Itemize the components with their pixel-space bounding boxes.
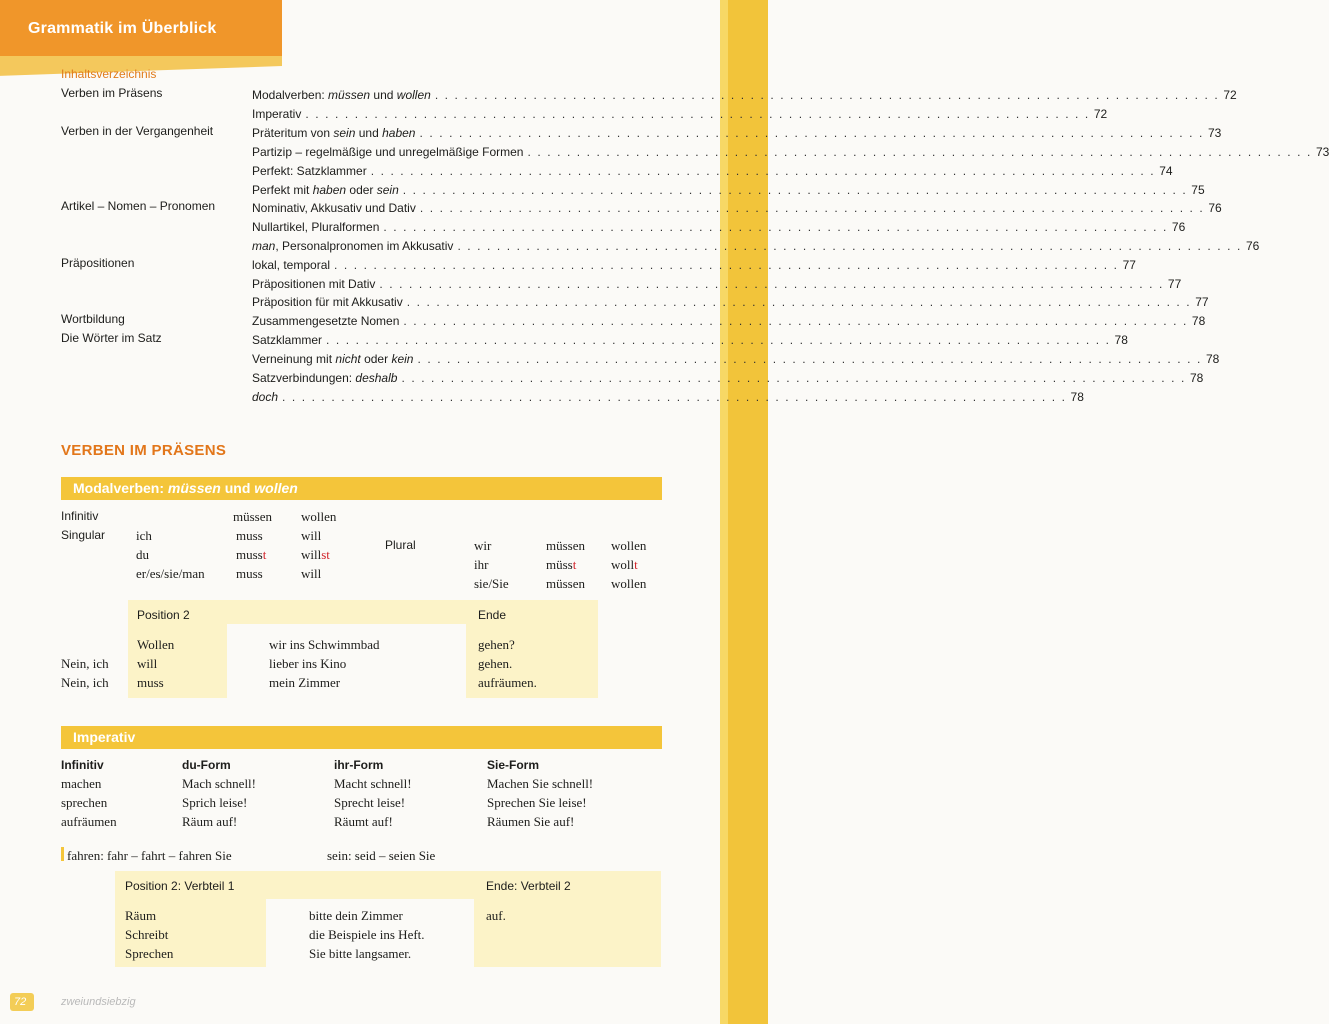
- toc-entry-title: [252, 258, 334, 272]
- toc-page-number: 78: [1205, 352, 1220, 366]
- toc-entry-title: [252, 88, 435, 102]
- toc-heading: Inhaltsverzeichnis: [61, 67, 157, 81]
- plural-label: Plural: [385, 538, 416, 552]
- ending: t: [634, 557, 638, 572]
- toc-leader-dots: . . . . . . . . . . . . . . . . . . . . . . . . . . . . . . . . . . . . . . . . . . . . . . . . . . . . . . . . . . . . . . . . . . . . . . . . . . . . . . . .: [457, 239, 1242, 253]
- toc-entry: [252, 388, 1084, 404]
- pronoun: du: [136, 547, 149, 562]
- toc-text: oder: [346, 183, 377, 197]
- toc-entry: [252, 181, 1205, 197]
- toc-text: Perfekt mit: [252, 183, 313, 197]
- sentence-middle: bitte dein Zimmer: [309, 908, 403, 923]
- toc-entry-title: [252, 239, 457, 253]
- toc-category: Artikel – Nomen – Pronomen: [61, 199, 216, 213]
- form-wollen: [301, 528, 321, 544]
- toc-entry: [252, 199, 1222, 215]
- toc-entry: [252, 218, 1186, 234]
- toc-entry-title: [252, 314, 403, 328]
- toc-text: und: [370, 88, 397, 102]
- toc-text-italic: wollen: [396, 88, 431, 102]
- toc-entry-title: [252, 164, 371, 178]
- toc-page-number: 77: [1195, 295, 1209, 309]
- toc-entry-title: [252, 201, 420, 215]
- form-wollen: [611, 576, 646, 592]
- toc-leader-dots: . . . . . . . . . . . . . . . . . . . . . . . . . . . . . . . . . . . . . . . . . . . . . . . . . . . . . . . . . . . . . . . . . . . . . . . . . . . . . . . .: [282, 390, 1067, 404]
- toc-text: Präpositionen mit Dativ: [252, 277, 376, 291]
- imperativ-bar: [61, 726, 662, 749]
- toc-entry: [252, 369, 1204, 385]
- toc-entry-title: [252, 295, 407, 309]
- stem: wollen: [611, 538, 647, 553]
- page-number-word: zweiundsiebzig: [61, 996, 136, 1008]
- infinitiv-label: Infinitiv: [61, 509, 99, 523]
- toc-text-italic: doch: [252, 390, 279, 404]
- imperativ-cell: Räumen Sie auf!: [487, 814, 575, 829]
- imperativ-cell: Sprechen Sie leise!: [487, 795, 587, 810]
- toc-entry: [252, 124, 1222, 140]
- toc-leader-dots: . . . . . . . . . . . . . . . . . . . . . . . . . . . . . . . . . . . . . . . . . . . . . . . . . . . . . . . . . . . . . . . . . . . . . . . . . . . . . . . .: [326, 333, 1111, 347]
- stem: muss: [236, 528, 263, 543]
- sentence-position-2: muss: [137, 675, 164, 690]
- toc-category: Verben in der Vergangenheit: [61, 124, 214, 138]
- toc-text: oder: [360, 352, 392, 366]
- stem: müssen: [546, 576, 585, 591]
- imperativ-cell: Sprecht leise!: [334, 795, 406, 810]
- stem: müss: [546, 557, 573, 572]
- pronoun: er/es/sie/man: [136, 566, 205, 581]
- page-title: Grammatik im Überblick: [28, 20, 217, 37]
- stem: will: [301, 528, 322, 543]
- ending: st: [321, 547, 330, 562]
- verbteil-1: Schreibt: [125, 927, 169, 942]
- toc-entry-title: [252, 277, 379, 291]
- toc-page-number: 78: [1191, 314, 1206, 328]
- page-number: 72: [14, 996, 27, 1008]
- imperativ-cell: Machen Sie schnell!: [487, 776, 594, 791]
- pronoun: sie/Sie: [474, 576, 509, 591]
- note-marker: [61, 847, 64, 861]
- imperativ-cell: aufräumen: [61, 814, 117, 829]
- note-fahren: fahren: fahr – fahrt – fahren Sie: [67, 848, 232, 863]
- singular-label: Singular: [61, 528, 106, 542]
- toc-category: Verben im Präsens: [61, 86, 163, 100]
- pronoun: ich: [136, 528, 152, 543]
- toc-text-italic: nicht: [335, 352, 361, 366]
- imperativ-cell: Räum auf!: [182, 814, 238, 829]
- toc-page-number: 74: [1159, 164, 1173, 178]
- toc-text: Partizip – regelmäßige und unregelmäßige Formen: [252, 145, 524, 159]
- note-sein: sein: seid – seien Sie: [327, 848, 436, 863]
- form-wollen: [611, 538, 646, 554]
- sentence-position-2: will: [137, 656, 158, 671]
- verbteil-1: Sprechen: [125, 946, 174, 961]
- toc-text: Satzverbindungen:: [252, 371, 356, 385]
- toc-leader-dots: . . . . . . . . . . . . . . . . . . . . . . . . . . . . . . . . . . . . . . . . . . . . . . . . . . . . . . . . . . . . . . . . . . . . . . . . . . . . . . . .: [417, 352, 1202, 366]
- form-muessen: [546, 538, 585, 554]
- toc-text-italic: kein: [391, 352, 414, 366]
- sentence-end: gehen.: [478, 656, 513, 671]
- col-wollen: wollen: [301, 509, 337, 524]
- toc-leader-dots: . . . . . . . . . . . . . . . . . . . . . . . . . . . . . . . . . . . . . . . . . . . . . . . . . . . . . . . . . . . . . . . . . . . . . . . . . . . . . . . .: [401, 371, 1186, 385]
- toc-entry-title: [252, 220, 383, 234]
- form-wollen: [301, 547, 330, 563]
- toc-leader-dots: . . . . . . . . . . . . . . . . . . . . . . . . . . . . . . . . . . . . . . . . . . . . . . . . . . . . . . . . . . . . . . . . . . . . . . . . . . . . . . . .: [434, 88, 1220, 102]
- toc-page-number: 76: [1171, 220, 1186, 234]
- toc-page-number: 77: [1122, 258, 1136, 272]
- sentence-middle: die Beispiele ins Heft.: [309, 927, 425, 942]
- toc-leader-dots: . . . . . . . . . . . . . . . . . . . . . . . . . . . . . . . . . . . . . . . . . . . . . . . . . . . . . . . . . . . . . . . . . . . . . . . . . . . . . . . .: [334, 258, 1119, 272]
- toc-text: Perfekt: Satzklammer: [252, 164, 367, 178]
- imperativ-cell: Macht schnell!: [334, 776, 412, 791]
- form-wollen: [301, 566, 321, 582]
- imperativ-cell: sprechen: [61, 795, 108, 810]
- toc-entry-title: [252, 371, 401, 385]
- toc-entry: [252, 293, 1209, 309]
- verbteil2-label: Ende: Verbteil 2: [486, 879, 571, 893]
- toc-text: und: [355, 126, 383, 140]
- toc-entry: [252, 86, 1237, 102]
- toc-text: Modalverben:: [252, 88, 329, 102]
- verbteil-2: auf.: [486, 908, 506, 923]
- ende-label: Ende: [478, 608, 507, 622]
- modalverben-bar-title: Modalverben: müssen und wollen: [73, 480, 298, 496]
- toc-leader-dots: . . . . . . . . . . . . . . . . . . . . . . . . . . . . . . . . . . . . . . . . . . . . . . . . . . . . . . . . . . . . . . . . . . . . . . . . . . . . . . . .: [406, 295, 1192, 309]
- imperativ-cell: Sprich leise!: [182, 795, 248, 810]
- toc-text: Zusammengesetzte Nomen: [252, 314, 400, 328]
- toc-page-number: 78: [1114, 333, 1128, 347]
- toc-category: Präpositionen: [61, 256, 135, 270]
- toc-entry: [252, 256, 1136, 272]
- imperativ-header: Sie-Form: [487, 758, 540, 772]
- toc-leader-dots: . . . . . . . . . . . . . . . . . . . . . . . . . . . . . . . . . . . . . . . . . . . . . . . . . . . . . . . . . . . . . . . . . . . . . . . . . . . . . . . .: [305, 107, 1090, 121]
- sentence-end: aufräumen.: [478, 675, 537, 690]
- toc-text: Nominativ, Akkusativ und Dativ: [252, 201, 416, 215]
- toc-text: Imperativ: [252, 107, 302, 121]
- toc-entry: [252, 275, 1182, 291]
- toc-entry: [252, 237, 1260, 253]
- sentence-end: gehen?: [478, 637, 515, 652]
- toc-entry: [252, 162, 1173, 178]
- toc-entry: [252, 331, 1128, 347]
- toc-text-italic: sein: [376, 183, 399, 197]
- toc-category: Wortbildung: [61, 312, 125, 326]
- toc-entry: [252, 105, 1108, 121]
- col-muessen: müssen: [233, 509, 272, 524]
- imperativ-bar-title: Imperativ: [73, 729, 136, 745]
- imperativ-cell: Mach schnell!: [182, 776, 257, 791]
- toc-page-number: 77: [1167, 277, 1182, 291]
- form-muessen: [236, 547, 266, 563]
- toc-text-italic: müssen: [328, 88, 371, 102]
- toc-page-number: 75: [1191, 183, 1205, 197]
- toc-text-italic: sein: [333, 126, 356, 140]
- toc-entry-title: [252, 126, 419, 140]
- toc-page-number: 78: [1189, 371, 1204, 385]
- toc-leader-dots: . . . . . . . . . . . . . . . . . . . . . . . . . . . . . . . . . . . . . . . . . . . . . . . . . . . . . . . . . . . . . . . . . . . . . . . . . . . . . . . .: [383, 220, 1168, 234]
- imperativ-header: du-Form: [182, 758, 231, 772]
- toc-leader-dots: . . . . . . . . . . . . . . . . . . . . . . . . . . . . . . . . . . . . . . . . . . . . . . . . . . . . . . . . . . . . . . . . . . . . . . . . . . . . . . . .: [403, 314, 1188, 328]
- ending: t: [572, 557, 577, 572]
- pronoun: ihr: [474, 557, 489, 572]
- form-wollen: [611, 557, 638, 573]
- sentence-middle: lieber ins Kino: [269, 656, 347, 671]
- toc-entry-title: [252, 390, 282, 404]
- toc-leader-dots: . . . . . . . . . . . . . . . . . . . . . . . . . . . . . . . . . . . . . . . . . . . . . . . . . . . . . . . . . . . . . . . . . . . . . . . . . . . . . . . .: [370, 164, 1156, 178]
- toc-entry-title: [252, 333, 326, 347]
- imperativ-header: ihr-Form: [334, 758, 384, 772]
- toc-text: , Personalpronomen im Akkusativ: [275, 239, 454, 253]
- sentence-middle: wir ins Schwimmbad: [269, 637, 380, 652]
- section-title: VERBEN IM PRÄSENS: [61, 442, 227, 459]
- toc-text: Präteritum von: [252, 126, 334, 140]
- stem: will: [301, 547, 322, 562]
- toc-leader-dots: . . . . . . . . . . . . . . . . . . . . . . . . . . . . . . . . . . . . . . . . . . . . . . . . . . . . . . . . . . . . . . . . . . . . . . . . . . . . . . . .: [419, 201, 1205, 215]
- form-muessen: [546, 557, 576, 573]
- toc-entry-title: [252, 183, 403, 197]
- verbteil-1: Räum: [125, 908, 157, 923]
- toc-text-italic: haben: [382, 126, 416, 140]
- toc-page-number: 78: [1070, 390, 1084, 404]
- position-header-bg: [128, 600, 598, 624]
- toc-text: Präposition für mit Akkusativ: [252, 295, 403, 309]
- stem: müssen: [546, 538, 585, 553]
- toc-page-number: 76: [1208, 201, 1222, 215]
- stem: muss: [236, 547, 263, 562]
- toc-entry-title: [252, 352, 417, 366]
- toc-text: Nullartikel, Pluralformen: [252, 220, 380, 234]
- form-muessen: [546, 576, 585, 592]
- stem: muss: [236, 566, 263, 581]
- toc-page-number: 72: [1093, 107, 1108, 121]
- ending: t: [262, 547, 267, 562]
- toc-text: Satzklammer: [252, 333, 323, 347]
- toc-page-number: 76: [1245, 239, 1260, 253]
- sentence-start: Nein, ich: [61, 656, 109, 671]
- toc-entry: [252, 312, 1206, 328]
- toc-leader-dots: . . . . . . . . . . . . . . . . . . . . . . . . . . . . . . . . . . . . . . . . . . . . . . . . . . . . . . . . . . . . . . . . . . . . . . . . . . . . . . . .: [527, 145, 1312, 159]
- toc-text: Verneinung mit: [252, 352, 336, 366]
- toc-page-number: 73: [1315, 145, 1329, 159]
- toc-text-italic: man: [252, 239, 276, 253]
- toc-text-italic: deshalb: [355, 371, 398, 385]
- toc-text: lokal, temporal: [252, 258, 331, 272]
- stem: woll: [611, 557, 635, 572]
- sentence-middle: mein Zimmer: [269, 675, 341, 690]
- toc-category: Die Wörter im Satz: [61, 331, 162, 345]
- sentence-position-2: Wollen: [137, 637, 175, 652]
- stem: will: [301, 566, 322, 581]
- imperativ-header: Infinitiv: [61, 758, 104, 772]
- position-2-label: Position 2: [137, 608, 190, 622]
- toc-leader-dots: . . . . . . . . . . . . . . . . . . . . . . . . . . . . . . . . . . . . . . . . . . . . . . . . . . . . . . . . . . . . . . . . . . . . . . . . . . . . . . . .: [419, 126, 1204, 140]
- toc-entry: [252, 143, 1329, 159]
- toc-text-italic: haben: [312, 183, 347, 197]
- form-muessen: [236, 566, 263, 582]
- toc-entry-title: [252, 107, 305, 121]
- toc-leader-dots: . . . . . . . . . . . . . . . . . . . . . . . . . . . . . . . . . . . . . . . . . . . . . . . . . . . . . . . . . . . . . . . . . . . . . . . . . . . . . . . .: [379, 277, 1164, 291]
- toc-entry-title: [252, 145, 527, 159]
- imperativ-cell: machen: [61, 776, 102, 791]
- imperativ-cell: Räumt auf!: [334, 814, 393, 829]
- pronoun: wir: [474, 538, 492, 553]
- stem: wollen: [611, 576, 647, 591]
- verbteil1-label: Position 2: Verbteil 1: [125, 879, 235, 893]
- sentence-start: Nein, ich: [61, 675, 109, 690]
- sentence-middle: Sie bitte langsamer.: [309, 946, 412, 961]
- toc-page-number: 72: [1223, 88, 1237, 102]
- toc-page-number: 73: [1207, 126, 1222, 140]
- form-muessen: [236, 528, 263, 544]
- toc-entry: [252, 350, 1220, 366]
- toc-leader-dots: . . . . . . . . . . . . . . . . . . . . . . . . . . . . . . . . . . . . . . . . . . . . . . . . . . . . . . . . . . . . . . . . . . . . . . . . . . . . . . . .: [402, 183, 1188, 197]
